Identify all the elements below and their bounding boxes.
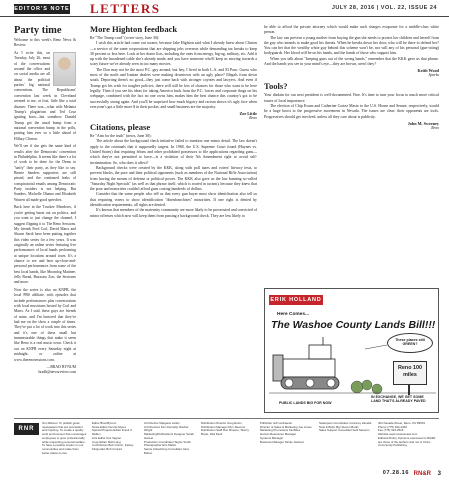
masthead-sales: Swampers Coordinator Courtney Zanella Nuts & Bolts Mgr Steven Burks Sales Support Consultant Kelli Sansom — [319, 422, 372, 433]
letters-column-1 — [90, 25, 257, 288]
masthead — [14, 418, 439, 470]
cartoon-speech-bubble: These places still GREEN? — [387, 333, 433, 353]
letter-3-place: Reno — [431, 125, 439, 130]
letters-column-2 — [264, 25, 439, 303]
editors-note-para-3: We'll see if she gets the same kind of results after the Democrats' convention in Philadelphia. It seems like there's a lot of work to be done for the Dems to "unify" their party, as they like to say. Bernie Sanders supporters are still pissed, and the continued leaks of conspiratorial emails among Democratic Party insiders is not helping. But Sanders, Michelle Obama and Elizabeth Warren all made good speeches. — [14, 144, 76, 202]
letter-3-para: Your disdain for our next president is well-documented. Fine. It's time to turn your focus to much more critical issues of local importance. — [264, 93, 439, 103]
letter-3-para: The election of Chip Evans and Catherine Cortez Masto to the U.S. House and Senate, respectively, would be a huge boost to the progressive movement in Nevada. The issues are clear; their opponents are tools. Progressives should get involved, unless all they care about is publicity. — [264, 103, 439, 119]
editors-note-title: Party time — [14, 25, 62, 36]
masthead-editorial-staff: Editor Brad Bynum News Editor Dennis Myers Special Projects Editor Frank X. Mullen Arts Editor Kris Vagner Copy Editor Matt Lang Contributors Bob Grimm, Kelsey Fitzgerald, Bob Conrad — [92, 422, 134, 451]
letter-1-para: Re "The Trump card" (cover story, June 30): — [90, 36, 160, 40]
cartoon-here-comes: Here Comes... — [277, 312, 309, 317]
cartoon-caption-left: PUBLIC LANDS BIG FOR NOW — [279, 401, 332, 405]
cartoon-caption-right: IN EXCHANGE, WE GET SOME LAND THAT'S ALREADY PAVED — [371, 395, 426, 404]
editor-email-link[interactable]: bradb@newsreview.com — [38, 370, 76, 375]
editors-note-para-5: Now the series is also on KNPB, the local PBS affiliate, with episodes that include performances plus conversations with local musicians hosted by Corl and Marrs. As I said, these guys are friends of mine, and I'm honored that they've had me on the show a couple of times. They've put a lot of work into this series and it's one of these small but immeasurable things that make it seem like Reno is a real music town. Check it out on KNPB every Saturday night at midnight, or online at www.therenosessions.com. — [14, 288, 76, 362]
issue-meta: JULY 28, 2016 | VOL. 22, ISSUE 24 — [331, 5, 437, 11]
letter-1-para: The Don may not be the most P.C. guy around, but hey, I lived in both L.A. and El Paso. Guess who most of the north and Iranian dealers were making downtown with an ugly place? Illegals from down south. Deporting them's no good—they just come back with stronger coyotes and lawyers. And even if Trump got his wish for tougher policies, there will still be lots of chances for those who want to be here legally. Then if you see his ideas for taking America back from the P.C. forces and corporate thugs on his webpage, combined with the fact no one owns him, makes him the best chance this country's got to be successfully strong again. And you'll be surprised how much bigotry and racism shows it's ugly face when everyone's got a little more $ in their pocket, and small business are the majority. — [90, 67, 257, 109]
editors-note-column — [14, 25, 76, 415]
masthead-business: Publisher Jeff vonKaenel Director of Sales & Marketing Joe Jones Marketing Promotions Facilities Human Resources Manager Systems Manager Business Manager Nicole Jackson — [260, 422, 312, 444]
letter-2-place: Sparks — [428, 73, 439, 78]
masthead-distribution: Distribution Director Greg Erwin Distribution Manager Ron Stevens Distribution Staff Ron Browne, Sherry Boyle, Rita Deck — [201, 422, 249, 437]
letter-2-signature: Keith Wood — [417, 68, 439, 74]
page-number: 3 — [437, 471, 441, 477]
letter-3-signature: John M. Sweeney — [407, 120, 439, 126]
letter-1-title: More Highton feedback — [90, 25, 178, 34]
editors-note-para-1: Welcome to this week's Reno News & Review. — [14, 38, 76, 48]
letter-2-para: Re "Aim for the truth" (news, June 30): — [90, 134, 152, 139]
editors-note-para-4: Back here in the Truckee Meadows, if you're getting burnt out on politics, and you want to just change the channel, I suggest flipping it to The Reno Sessions. My friends Ford Corl, David Marrs and Shawn Sardi have been putting together this video series for a few years. It was originally an online series featuring live performances of local bands performing at unique locations around town. It's a chance to see and hear up-close-and-personal performances from some of the best local bands, like Moondog Matinee, Jelly Bread, Buzzsaw Zoo, the Sextones and more. — [14, 205, 76, 285]
letter-2-para: Consider that the same people who tell us that every gun buyer must show identification also tell us that requiring voters to show identification "disenfranchises" minorities. If one right is denied by identification requirements, all rights are denied. — [90, 192, 257, 208]
editor-signature: —BRAD BYNUM — [46, 365, 76, 370]
letter-3-title: Tools? — [264, 81, 288, 92]
letter-2-para: Background checks were created by the KKK, along with poll taxes and voters' literacy tests, to prevent blacks, the poor and their political opponents (such as members of the National Rifle Association) from having the means of defense or political power. The KKK also gave us the law banning so-called "Saturday Night Specials" (as well as that phrase itself, which is rooted in racism), because they knew that the poor and minorities couldn't afford guns costing hundreds of dollars. — [90, 165, 257, 192]
bulldozer-drawing — [273, 337, 339, 389]
letter-1-place: Reno — [249, 116, 257, 121]
cartoon-road-sign: Reno 100 miles — [393, 361, 427, 385]
editors-note-para-2: As I write this, on Tuesday, July 26, most of the conversations around the office and on social media are all about the political parties' big national conventions. The Republicans' convention last week in Cleveland seemed to me, at first, little like a total disaster. There was—what with Melania Trump's plagiarism and Ted Cruz igniting boos—but somehow Donald Trump got the usual bump from a national convention bump in the polls, putting him ever so a little ahead of Hillary Clinton. — [14, 51, 76, 141]
masthead-contact: 401 Nevada Street, Reno, NV 89501 Phone (775) 324-4440 Fax (775) 324-2515 Website www.newsreview.com Editorial Policy Opinions expressed in RN&R are those of the authors and not of Chico Community Publishing. — [378, 422, 436, 448]
letter-2-para: It's known that members of the maternity community are more likely to be prosecuted and convicted of minor offenses which now will keep them from passing a background check. They are less likely to — [90, 208, 257, 218]
footer-date: 07.28.16 — [382, 470, 409, 476]
letter-2-para: The law can prevent a young mother from buying the gun she needs to protect her children and herself from the guy who intends to make good his threats. When he breaks down her door, who will be there to defend her? You can bet that the wealthy white guy behind this scheme won't be, nor will any of his personal (gun-toting) bodyguards. Her blood will be on his hands, and the hands of those who support him. — [264, 35, 439, 56]
cartoonist-label: ERIK HOLLAND — [270, 297, 322, 303]
cartoon-title: The Washoe County Lands Bill!!! — [271, 319, 436, 331]
letters-heading: LETTERS — [90, 1, 161, 16]
letter-2-title: Citations, please — [90, 122, 151, 133]
editorial-cartoon — [264, 288, 439, 413]
cartoon-sign-post — [408, 385, 410, 395]
letter-2-para: The article about the background check initiative failed to mention one minor detail. The law doesn't apply to the criminals that it supposedly targets. In 1968, the U.S. Supreme Court found (Haynes vs. United States) that requiring felons and other prohibited possessors to file applications regarding guns—which they're not permitted to have—is a violation of their 5th Amendment right to avoid self-incrimination. So, who does it affect? — [90, 139, 257, 165]
editor-photo — [53, 52, 76, 86]
footer-publication: RN&R — [413, 471, 431, 477]
letter-2-para: When you talk about "keeping guns out of the wrong hands," remember that the KKK gave us that phrase. And the hands you see in your mind's eye—they are brown, aren't they? — [264, 56, 439, 67]
editors-note-label: EDITOR'S NOTE — [14, 6, 70, 12]
masthead-design-staff: Art Director Margaret Larkin Art Directors Kim Donnelly, Rachel Wright Marketing/Publications Designer Sarah Hansel Production Coordinator Skyler Smith Photographer Eric Marks Senior Advertising Consultant Gina Bolton — [144, 422, 194, 455]
masthead-mission: Our Mission: To publish great newspapers that are successful and inspiring. To create a quality work environment that encourages employees to grow professionally while respecting personal welfare. To have a positive impact on our communities and make them better places to live. — [42, 422, 87, 455]
letter-2-continued: be able to afford the private attorney which would make such charges evaporate for a middle-class white person. — [264, 25, 439, 35]
masthead-logo: RNR — [14, 423, 39, 435]
sagebrush-drawing — [351, 380, 382, 394]
top-bar — [0, 0, 449, 17]
letter-1-signature: Zoe Little — [239, 111, 257, 117]
letter-1-para: I wish this article had come out sooner, because Jake Highton said what I already knew about Clinton—a service of the same corporations that are shipping jobs overseas while demanding tax breaks to keep 30 percent or less here. Look at her donor lists, including the ones from energy, big-ag, military, etc. Add it up with the broadened cable she's already made, and you have someone who'll keep us moving towards a scary future we've already seen in too many movies. — [90, 41, 257, 67]
